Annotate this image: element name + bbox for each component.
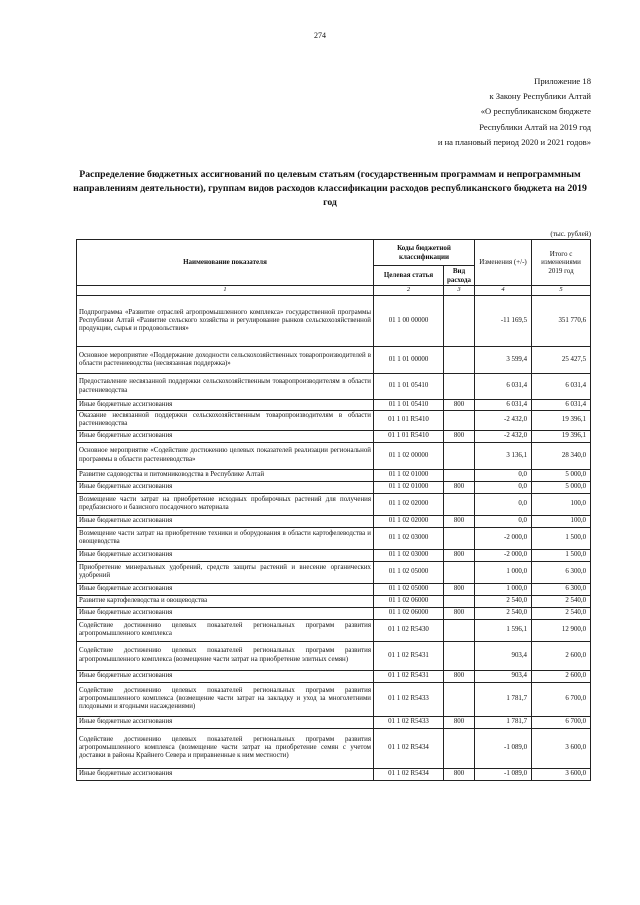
- row-name: Предоставление несвязанной поддержки сельскохозяйственным товаропроизводителям в области растениеводства: [77, 374, 374, 400]
- row-target-code: 01 1 02 06000: [374, 595, 444, 607]
- row-name: Иные бюджетные ассигнования: [77, 400, 374, 411]
- table-row: [77, 728, 591, 768]
- row-expense-type: 800: [444, 716, 475, 728]
- row-expense-type: 800: [444, 670, 475, 682]
- row-expense-type: [444, 619, 475, 641]
- row-target-code: 01 1 01 05410: [374, 400, 444, 411]
- row-target-code: 01 1 02 R5434: [374, 768, 444, 780]
- table-row: [77, 347, 591, 374]
- row-change: -2 000,0: [475, 549, 532, 561]
- table-row: [77, 527, 591, 549]
- row-name: Иные бюджетные ассигнования: [77, 670, 374, 682]
- row-change: 2 540,0: [475, 595, 532, 607]
- row-target-code: 01 1 02 00000: [374, 442, 444, 469]
- row-name: Возмещение части затрат на приобретение техники и оборудования в области картофелеводства и овощеводства: [77, 527, 374, 549]
- row-name: Основное мероприятие «Содействие достижению целевых показателей реализации региональной программы в области растениеводства»: [77, 442, 374, 469]
- row-change: 0,0: [475, 469, 532, 481]
- table-row: [77, 493, 591, 515]
- table-row: [77, 595, 591, 607]
- table-row: [77, 296, 591, 347]
- table-row: [77, 549, 591, 561]
- row-total: 5 000,0: [532, 481, 591, 493]
- row-change: 2 540,0: [475, 607, 532, 619]
- header-change: Изменения (+/-): [475, 240, 532, 286]
- row-target-code: 01 1 01 R5410: [374, 430, 444, 442]
- row-total: 100,0: [532, 515, 591, 527]
- table-row: [77, 682, 591, 716]
- row-expense-type: [444, 493, 475, 515]
- row-name: Подпрограмма «Развитие отраслей агропромышленного комплекса» государственной программы Республики Алтай «Развитие сельского хозяйства и регулирование рынков сельскохозяйственной продукции, сырья и продовольствия»: [77, 296, 374, 347]
- row-total: 1 500,0: [532, 549, 591, 561]
- row-target-code: 01 1 02 05000: [374, 561, 444, 583]
- table-row: [77, 442, 591, 469]
- row-name: Развитие картофелеводства и овощеводства: [77, 595, 374, 607]
- table-row: [77, 607, 591, 619]
- row-expense-type: [444, 595, 475, 607]
- row-target-code: 01 1 02 03000: [374, 527, 444, 549]
- row-total: 3 600,0: [532, 728, 591, 768]
- row-target-code: 01 1 02 01000: [374, 481, 444, 493]
- header-type: Вид расхода: [444, 266, 475, 286]
- row-target-code: 01 1 01 00000: [374, 347, 444, 374]
- row-total: 6 300,0: [532, 583, 591, 595]
- row-expense-type: [444, 411, 475, 430]
- row-total: 12 900,0: [532, 619, 591, 641]
- row-expense-type: [444, 527, 475, 549]
- row-target-code: 01 1 01 05410: [374, 374, 444, 400]
- row-name: Содействие достижению целевых показателей региональных программ развития агропромышленного комплекса (возмещение части затрат на закладку и уход за многолетними плодовыми и ягодными насаждениями): [77, 682, 374, 716]
- index-cell: 1: [77, 286, 374, 296]
- row-expense-type: 800: [444, 430, 475, 442]
- row-expense-type: [444, 641, 475, 670]
- row-expense-type: [444, 374, 475, 400]
- row-expense-type: [444, 442, 475, 469]
- row-total: 100,0: [532, 493, 591, 515]
- row-total: 2 540,0: [532, 607, 591, 619]
- row-expense-type: 800: [444, 583, 475, 595]
- row-expense-type: 800: [444, 607, 475, 619]
- row-change: 3 599,4: [475, 347, 532, 374]
- row-change: 0,0: [475, 481, 532, 493]
- row-name: Иные бюджетные ассигнования: [77, 583, 374, 595]
- row-name: Содействие достижению целевых показателей региональных программ развития агропромышленного комплекса: [77, 619, 374, 641]
- row-target-code: 01 1 02 02000: [374, 515, 444, 527]
- row-expense-type: [444, 561, 475, 583]
- row-total: 1 500,0: [532, 527, 591, 549]
- row-change: -1 089,0: [475, 768, 532, 780]
- row-total: 3 600,0: [532, 768, 591, 780]
- table-row: [77, 400, 591, 411]
- annex-line: к Закону Республики Алтай: [489, 91, 591, 102]
- row-change: 6 031,4: [475, 374, 532, 400]
- row-change: 6 031,4: [475, 400, 532, 411]
- index-cell: 3: [444, 286, 475, 296]
- row-target-code: 01 1 01 R5410: [374, 411, 444, 430]
- row-name: Содействие достижению целевых показателей региональных программ развития агропромышленного комплекса (возмещение части затрат на приобретение семян с учетом доставки в районы Крайнего Севера и приравненные к ним местности): [77, 728, 374, 768]
- row-name: Развитие садоводства и питомниководства в Республике Алтай: [77, 469, 374, 481]
- row-change: 3 136,1: [475, 442, 532, 469]
- row-change: -2 432,0: [475, 411, 532, 430]
- row-target-code: 01 1 02 R5430: [374, 619, 444, 641]
- table-row: [77, 469, 591, 481]
- annex-line: Приложение 18: [534, 76, 591, 86]
- annex-line: «О республиканском бюджете: [480, 106, 591, 117]
- row-total: 19 396,1: [532, 411, 591, 430]
- row-name: Содействие достижению целевых показателей региональных программ развития агропромышленного комплекса (возмещение части затрат на приобретение элитных семян): [77, 641, 374, 670]
- table-row: [77, 374, 591, 400]
- row-target-code: 01 1 02 03000: [374, 549, 444, 561]
- header-target: Целевая статья: [374, 266, 444, 286]
- table-row: [77, 430, 591, 442]
- row-target-code: 01 1 02 R5434: [374, 728, 444, 768]
- row-expense-type: 800: [444, 481, 475, 493]
- row-total: 5 000,0: [532, 469, 591, 481]
- row-change: 1 781,7: [475, 682, 532, 716]
- budget-table: [76, 239, 591, 781]
- index-row: [77, 286, 591, 296]
- row-change: 1 781,7: [475, 716, 532, 728]
- row-name: Иные бюджетные ассигнования: [77, 549, 374, 561]
- row-expense-type: [444, 347, 475, 374]
- row-target-code: 01 1 02 R5431: [374, 670, 444, 682]
- row-total: 6 700,0: [532, 682, 591, 716]
- row-name: Иные бюджетные ассигнования: [77, 515, 374, 527]
- row-target-code: 01 1 02 R5431: [374, 641, 444, 670]
- annex-line: и на плановый период 2020 и 2021 годов»: [437, 136, 591, 147]
- row-expense-type: 800: [444, 400, 475, 411]
- row-total: 28 340,0: [532, 442, 591, 469]
- table-row: [77, 670, 591, 682]
- row-total: 6 300,0: [532, 561, 591, 583]
- row-total: 2 600,0: [532, 641, 591, 670]
- row-target-code: 01 1 00 00000: [374, 296, 444, 347]
- row-total: 6 031,4: [532, 400, 591, 411]
- index-cell: 4: [475, 286, 532, 296]
- index-cell: 2: [374, 286, 444, 296]
- row-change: 1 000,0: [475, 583, 532, 595]
- page-number: 274: [314, 31, 326, 40]
- row-expense-type: 800: [444, 549, 475, 561]
- units-label: (тыс. рублей): [550, 230, 591, 238]
- row-change: 0,0: [475, 515, 532, 527]
- table-row: [77, 641, 591, 670]
- table-row: [77, 716, 591, 728]
- row-expense-type: [444, 296, 475, 347]
- header-name: Наименование показателя: [77, 240, 374, 286]
- row-expense-type: [444, 469, 475, 481]
- row-name: Приобретение минеральных удобрений, средств защиты растений и внесение органических удобрений: [77, 561, 374, 583]
- table-row: [77, 481, 591, 493]
- row-target-code: 01 1 02 R5433: [374, 682, 444, 716]
- table-row: [77, 561, 591, 583]
- row-name: Иные бюджетные ассигнования: [77, 716, 374, 728]
- row-name: Возмещение части затрат на приобретение исходных пробирочных растений для получения предбазисного и базисного посадочного материала: [77, 493, 374, 515]
- row-change: -2 000,0: [475, 527, 532, 549]
- row-name: Иные бюджетные ассигнования: [77, 768, 374, 780]
- row-name: Иные бюджетные ассигнования: [77, 430, 374, 442]
- table-row: [77, 619, 591, 641]
- row-target-code: 01 1 02 05000: [374, 583, 444, 595]
- row-total: 19 396,1: [532, 430, 591, 442]
- annex-header: [331, 74, 591, 150]
- document-title: Распределение бюджетных ассигнований по целевым статьям (государственным программам и непрограммным направлениям деятельности), группам видов расходов классификации расходов республиканского бюджета на 2019 год: [73, 169, 587, 208]
- row-target-code: 01 1 02 02000: [374, 493, 444, 515]
- table-row: [77, 583, 591, 595]
- row-change: 1 596,1: [475, 619, 532, 641]
- row-change: -1 089,0: [475, 728, 532, 768]
- row-expense-type: [444, 682, 475, 716]
- row-name: Оказание несвязанной поддержки сельскохозяйственным товаропроизводителям в области растениеводства: [77, 411, 374, 430]
- index-cell: 5: [532, 286, 591, 296]
- row-total: 25 427,5: [532, 347, 591, 374]
- row-expense-type: [444, 728, 475, 768]
- row-total: 6 031,4: [532, 374, 591, 400]
- row-change: -11 169,5: [475, 296, 532, 347]
- table-row: [77, 768, 591, 780]
- row-name: Иные бюджетные ассигнования: [77, 481, 374, 493]
- row-change: 1 000,0: [475, 561, 532, 583]
- row-change: 903,4: [475, 670, 532, 682]
- row-name: Иные бюджетные ассигнования: [77, 607, 374, 619]
- header-codes: Коды бюджетной классификации: [374, 240, 475, 266]
- table-row: [77, 515, 591, 527]
- row-total: 2 600,0: [532, 670, 591, 682]
- row-total: 351 770,6: [532, 296, 591, 347]
- row-expense-type: 800: [444, 768, 475, 780]
- header-total: Итого с изменениями 2019 год: [532, 240, 591, 286]
- table-row: [77, 411, 591, 430]
- row-change: -2 432,0: [475, 430, 532, 442]
- row-name: Основное мероприятие «Поддержание доходности сельскохозяйственных товаропроизводителей в области растениеводства (несвязанная поддержка)»: [77, 347, 374, 374]
- annex-line: Республики Алтай на 2019 год: [479, 121, 591, 132]
- row-target-code: 01 1 02 06000: [374, 607, 444, 619]
- row-total: 2 540,0: [532, 595, 591, 607]
- row-target-code: 01 1 02 01000: [374, 469, 444, 481]
- row-target-code: 01 1 02 R5433: [374, 716, 444, 728]
- row-total: 6 700,0: [532, 716, 591, 728]
- row-expense-type: 800: [444, 515, 475, 527]
- row-change: 0,0: [475, 493, 532, 515]
- row-change: 903,4: [475, 641, 532, 670]
